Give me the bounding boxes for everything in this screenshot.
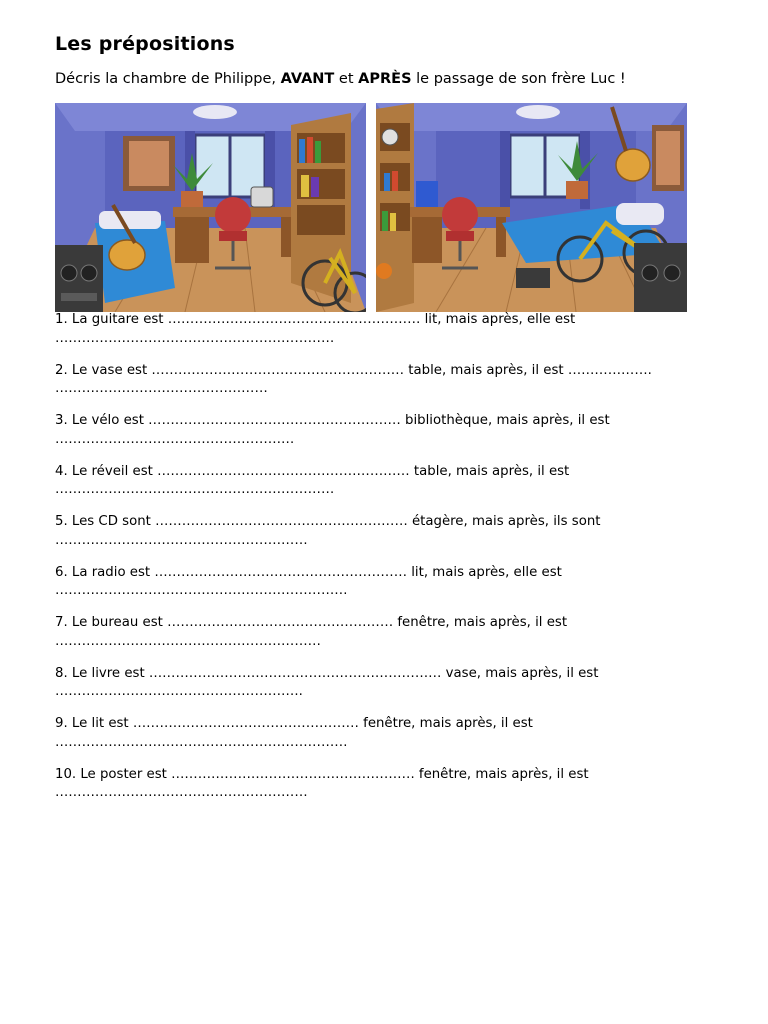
question-7 bbox=[55, 614, 695, 651]
question-10 bbox=[55, 766, 695, 803]
instruction-part3: le passage de son frère Luc ! bbox=[411, 71, 626, 87]
question-3-line2: ……………………………………………… bbox=[55, 431, 295, 447]
question-10-line2: ………………………………………………… bbox=[55, 785, 308, 800]
instruction bbox=[55, 71, 626, 87]
bedroom-before-image bbox=[55, 103, 366, 312]
question-4-line1: 4. Le réveil est ………………………………………………… table, mais après, il est bbox=[55, 463, 570, 479]
question-5 bbox=[55, 513, 695, 550]
question-8-line2: ……………………………………………….. bbox=[55, 684, 303, 699]
question-9-line2: ………………………………………………………… bbox=[55, 734, 348, 750]
question-5-line2: ………………………………………………… bbox=[55, 532, 308, 548]
instruction-part1: Décris la chambre de Philippe, bbox=[55, 71, 281, 87]
instruction-avant: AVANT bbox=[280, 71, 335, 87]
question-8 bbox=[55, 665, 695, 702]
bedroom-after-image bbox=[376, 103, 687, 312]
question-3-line1: 3. Le vélo est ………………………………………………… bibliothèque, mais après, il est bbox=[55, 413, 610, 428]
question-1-line1: 1. La guitare est ………………………………………………… lit, mais après, elle est bbox=[55, 312, 576, 327]
question-7-line2: …………………………………………………… bbox=[55, 633, 321, 649]
illustrations bbox=[55, 103, 685, 313]
question-5-line1: 5. Les CD sont ………………………………………………… étagère, mais après, ils sont bbox=[55, 514, 601, 529]
question-9-line1: 9. Le lit est …………………………………………… fenêtre, mais après, il est bbox=[55, 716, 533, 731]
question-9 bbox=[55, 715, 695, 752]
page-title: Les prépositions bbox=[55, 33, 235, 55]
question-1 bbox=[55, 311, 695, 348]
question-6-line2: ………………………………………………………… bbox=[55, 583, 348, 598]
question-6-line1: 6. La radio est ………………………………………………… lit, mais après, elle est bbox=[55, 564, 562, 580]
question-list bbox=[55, 311, 695, 816]
question-4 bbox=[55, 463, 695, 500]
instruction-apres: APRÈS bbox=[358, 71, 412, 87]
question-10-line1: 10. Le poster est ………………………………………………. fenêtre, mais après, il est bbox=[55, 766, 589, 782]
question-2-line2: ………………………………………… bbox=[55, 381, 268, 396]
question-7-line1: 7. Le bureau est …………………………………………… fenêtre, mais après, il est bbox=[55, 615, 568, 630]
question-4-line2: ……………………………………………………… bbox=[55, 482, 335, 497]
question-8-line1: 8. Le livre est ………………………………………………………… vase, mais après, il est bbox=[55, 665, 599, 681]
question-2-line1: 2. Le vase est ………………………………………………… table, mais après, il est ………………. bbox=[55, 362, 652, 378]
instruction-part2: et bbox=[334, 71, 359, 87]
question-2 bbox=[55, 362, 695, 399]
question-1-line2: ……………………………………………………… bbox=[55, 330, 335, 346]
question-3 bbox=[55, 412, 695, 449]
question-6 bbox=[55, 564, 695, 601]
